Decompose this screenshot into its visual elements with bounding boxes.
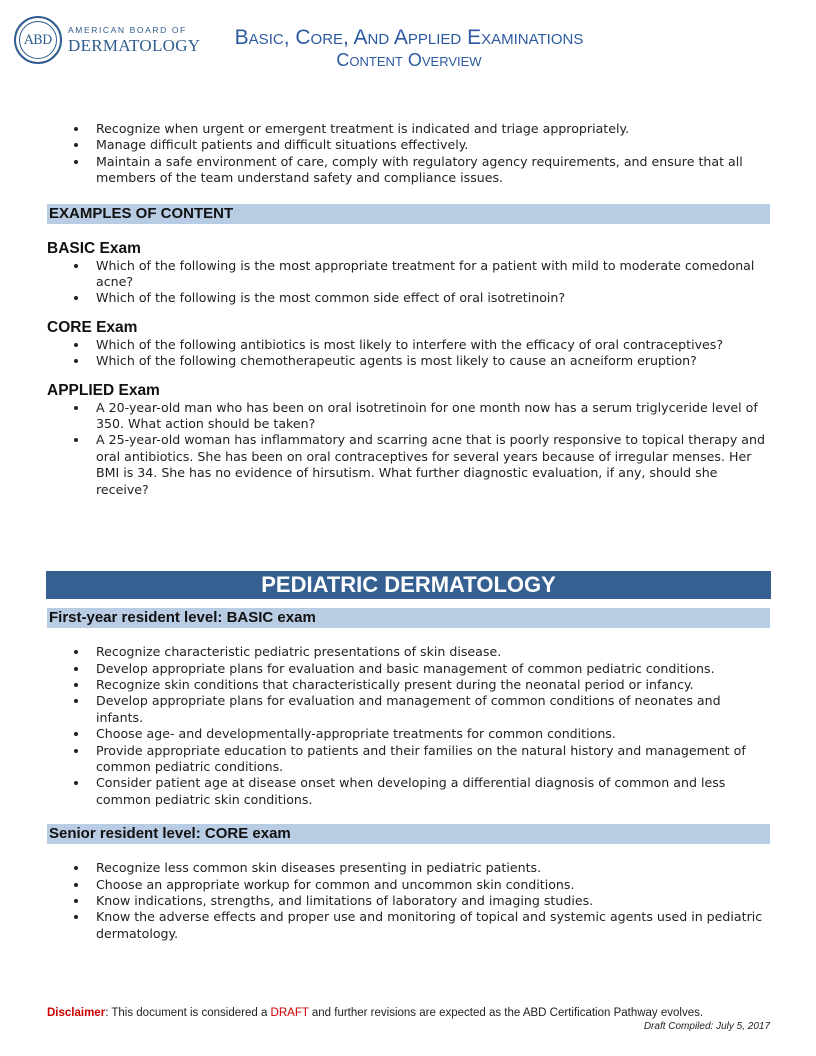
list-item: Recognize skin conditions that characteristically present during the neonatal period or infancy. bbox=[47, 677, 770, 693]
disclaimer-draft: DRAFT bbox=[270, 1007, 309, 1019]
logo-wordmark bbox=[68, 26, 200, 55]
senior-list bbox=[47, 860, 770, 942]
disclaimer-text-2: and further revisions are expected as the ABD Certification Pathway evolves. bbox=[308, 1007, 704, 1019]
intro-list bbox=[47, 121, 770, 187]
examples-heading: EXAMPLES OF CONTENT bbox=[47, 204, 770, 224]
applied-exam-heading: APPLIED Exam bbox=[47, 381, 160, 399]
list-item: Choose age- and developmentally-appropriate treatments for common conditions. bbox=[47, 726, 770, 742]
list-item: Recognize when urgent or emergent treatment is indicated and triage appropriately. bbox=[47, 121, 770, 137]
list-item: Develop appropriate plans for evaluation and management of common conditions of neonates and infants. bbox=[47, 693, 770, 726]
list-item: Which of the following chemotherapeutic agents is most likely to cause an acneiform eruption? bbox=[47, 353, 770, 369]
logo-line1: AMERICAN BOARD OF bbox=[68, 24, 187, 35]
abd-seal-icon bbox=[14, 16, 62, 64]
page-header bbox=[0, 0, 816, 80]
list-item: Recognize less common skin diseases presenting in pediatric patients. bbox=[47, 860, 770, 876]
title-line2: Content Overview bbox=[336, 50, 482, 71]
list-item: A 20-year-old man who has been on oral isotretinoin for one month now has a serum triglyceride level of 350. What action should be taken? bbox=[47, 400, 770, 433]
seal-text: ABD bbox=[24, 32, 52, 48]
list-item: Consider patient age at disease onset when developing a differential diagnosis of common and less common pediatric skin conditions. bbox=[47, 775, 770, 808]
list-item: Which of the following is the most appropriate treatment for a patient with mild to moderate comedonal acne? bbox=[47, 258, 770, 291]
senior-heading: Senior resident level: CORE exam bbox=[47, 824, 770, 844]
list-item: Which of the following is the most common side effect of oral isotretinoin? bbox=[47, 290, 770, 306]
list-item: A 25-year-old woman has inflammatory and scarring acne that is poorly responsive to topical therapy and oral antibiotics. She has been on oral contraceptives for several years because of irregular menses. Her BMI is 34. She has no evidence of hirsutism. What further diagnostic evaluation, if any, should she receive? bbox=[47, 432, 770, 498]
disclaimer-label: Disclaimer bbox=[47, 1007, 106, 1019]
first-year-list bbox=[47, 644, 770, 808]
basic-exam-heading: BASIC Exam bbox=[47, 239, 141, 257]
basic-exam-list bbox=[47, 258, 770, 307]
list-item: Recognize characteristic pediatric presentations of skin disease. bbox=[47, 644, 770, 660]
logo-line2: DERMATOLOGY bbox=[68, 36, 201, 56]
list-item: Manage difficult patients and difficult situations effectively. bbox=[47, 137, 770, 153]
page-content bbox=[47, 121, 770, 942]
disclaimer-text-1: : This document is considered a bbox=[105, 1007, 271, 1019]
document-title bbox=[200, 26, 618, 71]
compiled-date: Draft Compiled: July 5, 2017 bbox=[643, 1021, 770, 1032]
list-item: Know the adverse effects and proper use and monitoring of topical and systemic agents used in pediatric dermatology. bbox=[47, 909, 770, 942]
title-line1: Basic, Core, And Applied Examinations bbox=[234, 26, 584, 49]
list-item: Choose an appropriate workup for common and uncommon skin conditions. bbox=[47, 877, 770, 893]
list-item: Develop appropriate plans for evaluation and basic management of common pediatric conditions. bbox=[47, 661, 770, 677]
core-exam-heading: CORE Exam bbox=[47, 318, 138, 336]
list-item: Maintain a safe environment of care, comply with regulatory agency requirements, and ensure that all members of the team understand safety and compliance issues. bbox=[47, 154, 770, 187]
applied-exam-list bbox=[47, 400, 770, 498]
page-footer bbox=[47, 1006, 770, 1033]
first-year-heading: First-year resident level: BASIC exam bbox=[47, 608, 770, 628]
list-item: Know indications, strengths, and limitations of laboratory and imaging studies. bbox=[47, 893, 770, 909]
list-item: Which of the following antibiotics is most likely to interfere with the efficacy of oral contraceptives? bbox=[47, 337, 770, 353]
disclaimer bbox=[47, 1006, 770, 1020]
core-exam-list bbox=[47, 337, 770, 370]
list-item: Provide appropriate education to patients and their families on the natural history and management of common pediatric conditions. bbox=[47, 743, 770, 776]
pediatric-dermatology-band: PEDIATRIC DERMATOLOGY bbox=[46, 571, 771, 599]
abd-logo bbox=[14, 16, 200, 64]
